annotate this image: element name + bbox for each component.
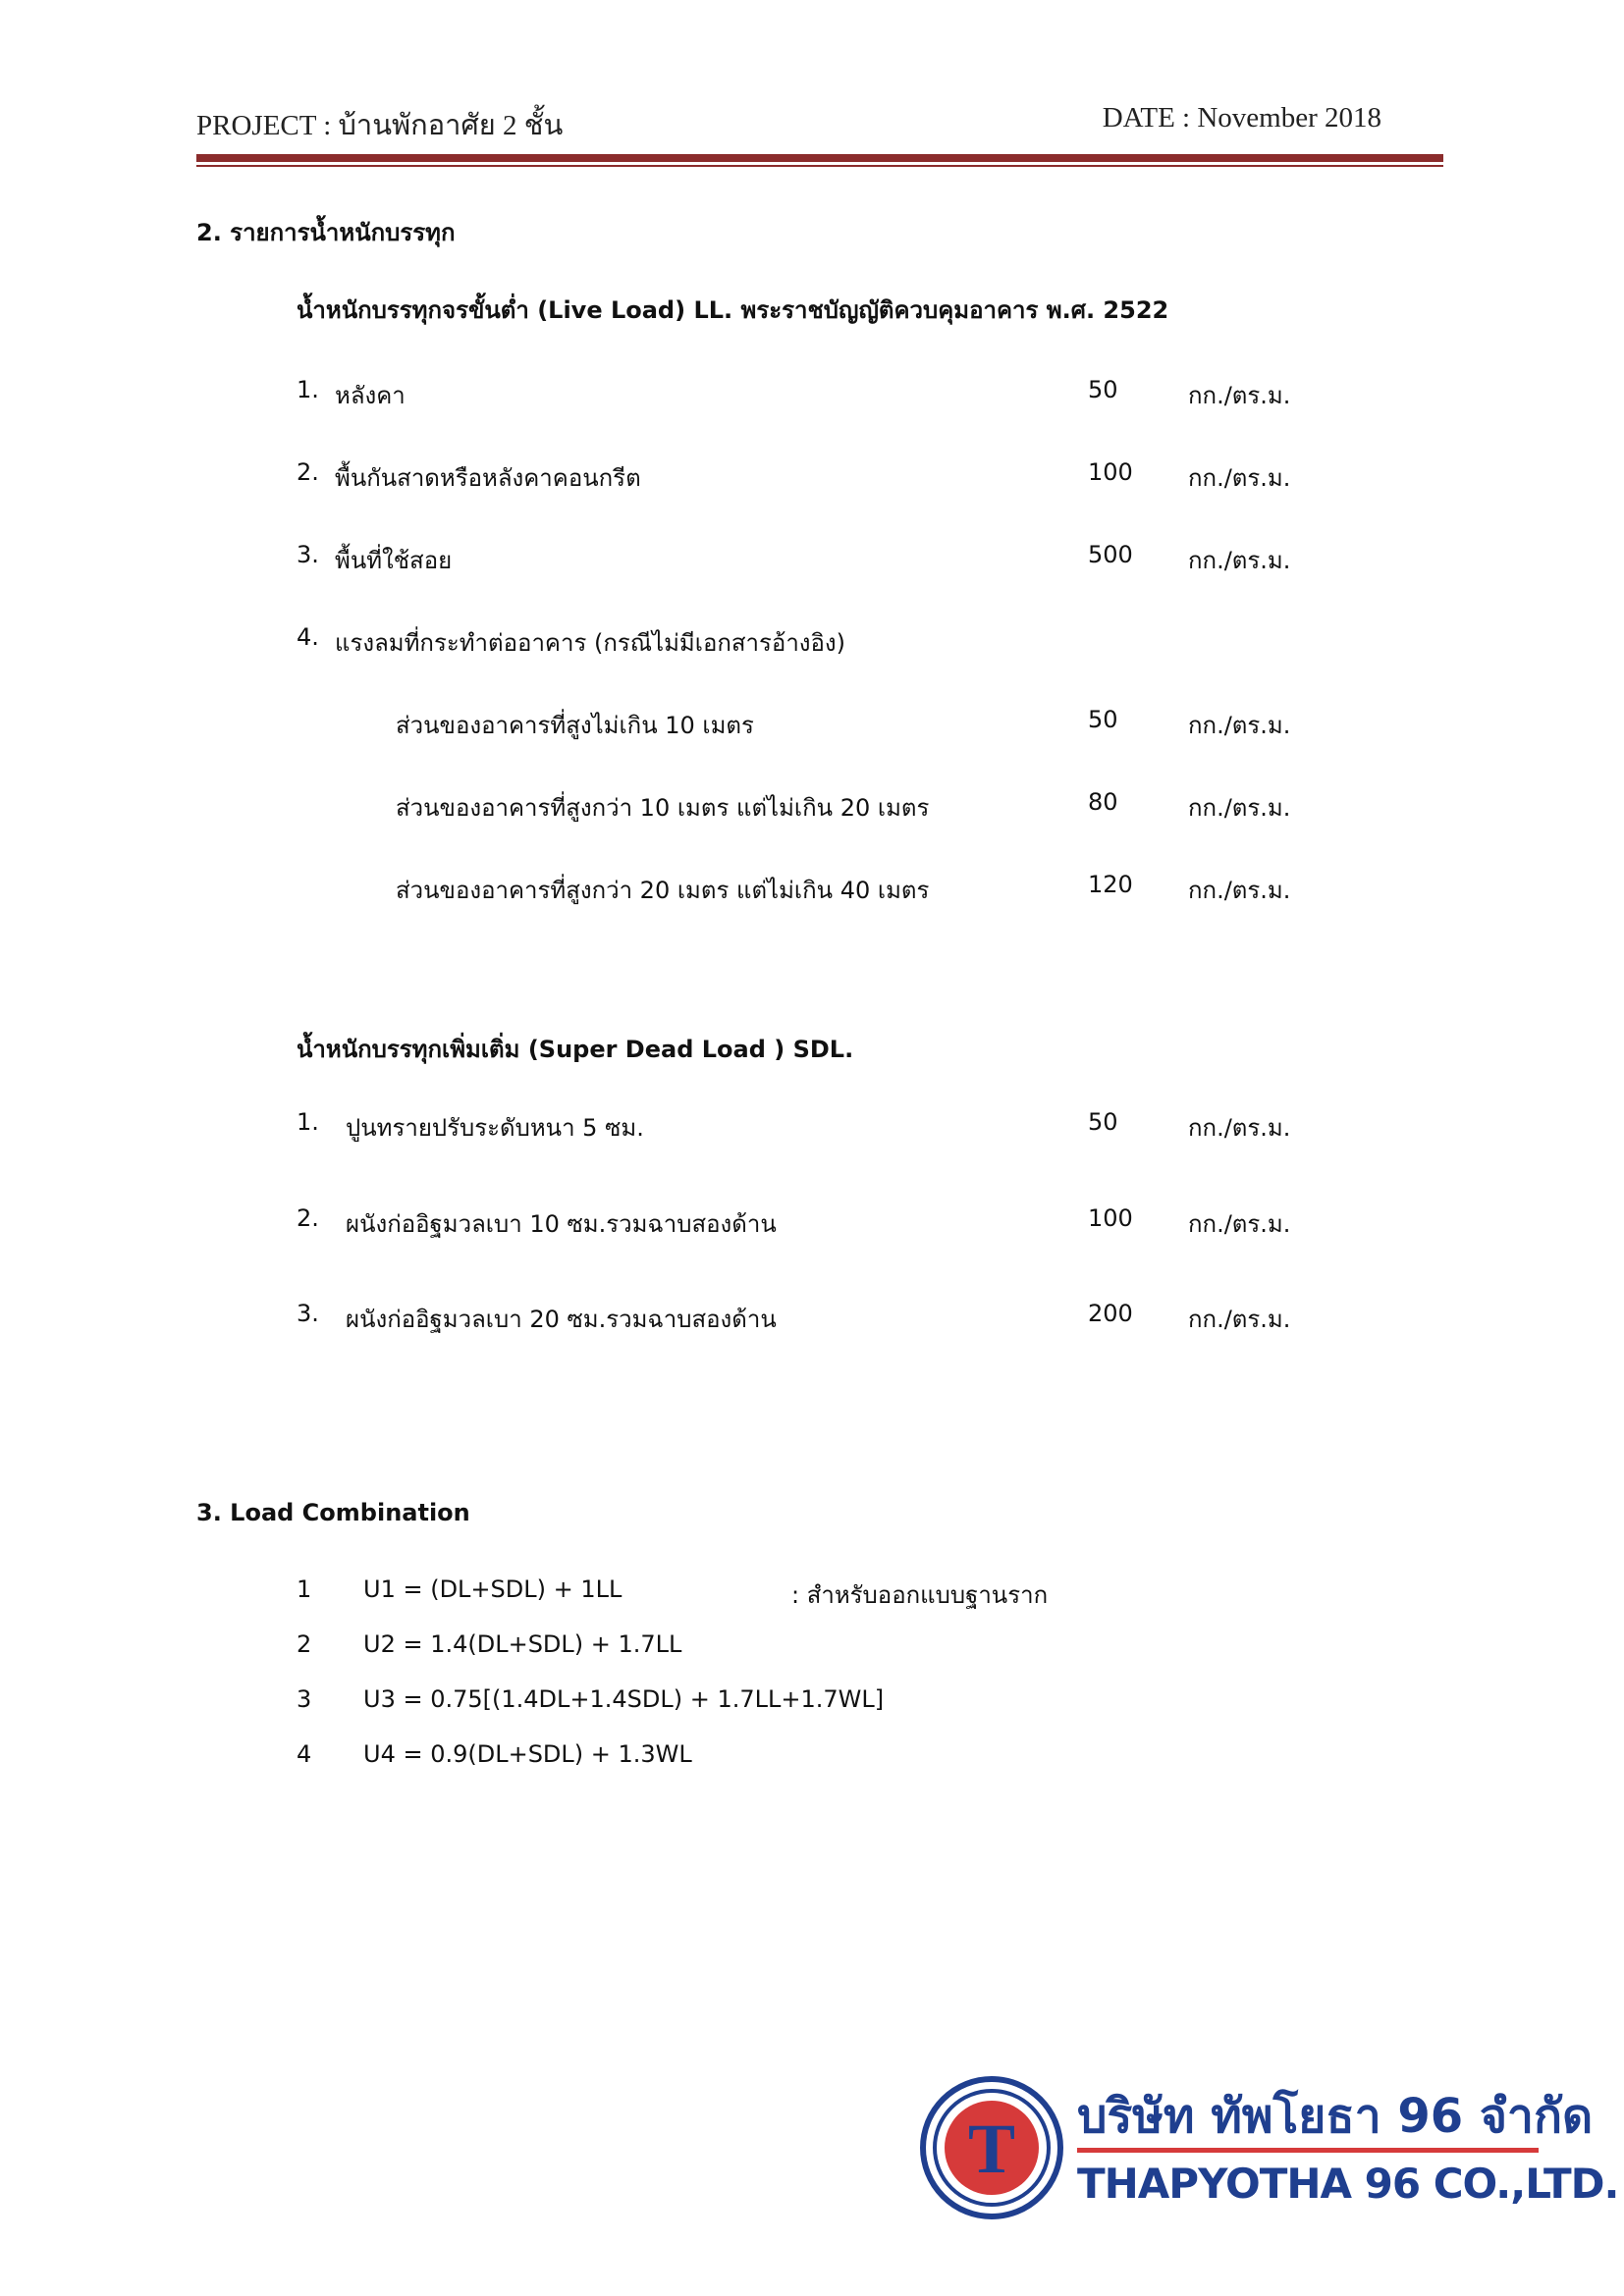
company-name-thai: บริษัท ทัพโยธา 96 จำกัด <box>1077 2089 1594 2144</box>
emblem-letter: T <box>967 2109 1016 2188</box>
combination-equation: U2 = 1.4(DL+SDL) + 1.7LL <box>363 1630 682 1658</box>
combination-item <box>0 1575 1624 1607</box>
item-number: 3. <box>297 1300 319 1327</box>
sdl-title: น้ำหนักบรรทุกเพิ่มเติ่ม (Super Dead Load ) SDL. <box>297 1036 854 1063</box>
item-description: ส่วนของอาคารที่สูงกว่า 10 เมตร แต่ไม่เกิน 20 เมตร <box>396 794 930 822</box>
live-load-item <box>0 458 1624 494</box>
date-label: DATE : November 2018 <box>1102 102 1381 133</box>
item-description: ผนังก่ออิฐมวลเบา 20 ซม.รวมฉาบสองด้าน <box>346 1306 777 1333</box>
header-rule-thick <box>196 154 1443 162</box>
wind-load-item <box>0 706 1624 741</box>
live-load-item <box>0 541 1624 576</box>
item-description: พื้นที่ใช้สอย <box>335 547 453 574</box>
item-number: 1. <box>297 376 319 403</box>
item-value: 500 <box>1088 541 1133 568</box>
item-unit: กก./ตร.ม. <box>1188 547 1291 574</box>
item-description: พื้นกันสาดหรือหลังคาคอนกรีต <box>335 464 641 492</box>
sdl-item <box>0 1300 1624 1335</box>
item-number: 1. <box>297 1108 319 1136</box>
combination-item <box>0 1685 1624 1717</box>
combination-equation: U4 = 0.9(DL+SDL) + 1.3WL <box>363 1740 692 1768</box>
combination-number: 3 <box>297 1685 312 1713</box>
item-description: ส่วนของอาคารที่สูงไม่เกิน 10 เมตร <box>396 712 754 739</box>
wind-load-item <box>0 788 1624 824</box>
sdl-item <box>0 1204 1624 1240</box>
live-load-title: น้ำหนักบรรทุกจรขั้นต่ำ (Live Load) LL. พระราชบัญญัติควบคุมอาคาร พ.ศ. 2522 <box>297 296 1169 324</box>
item-unit: กก./ตร.ม. <box>1188 1306 1291 1333</box>
wind-load-item <box>0 871 1624 906</box>
combination-number: 4 <box>297 1740 312 1768</box>
project-label: PROJECT : บ้านพักอาศัย 2 ชั้น <box>196 110 564 141</box>
item-value: 100 <box>1088 1204 1133 1232</box>
combination-note: : สำหรับออกแบบฐานราก <box>791 1581 1049 1609</box>
item-description: หลังคา <box>335 382 406 409</box>
logo-divider <box>1077 2148 1539 2153</box>
item-number: 3. <box>297 541 319 568</box>
item-unit: กก./ตร.ม. <box>1188 712 1291 739</box>
section-2-title: 2. รายการน้ำหนักบรรทุก <box>196 219 456 246</box>
item-number: 2. <box>297 458 319 486</box>
item-number: 2. <box>297 1204 319 1232</box>
combination-item <box>0 1740 1624 1772</box>
combination-number: 1 <box>297 1575 312 1603</box>
header-rule-thin <box>196 165 1443 167</box>
item-unit: กก./ตร.ม. <box>1188 464 1291 492</box>
item-unit: กก./ตร.ม. <box>1188 1210 1291 1238</box>
item-description: ส่วนของอาคารที่สูงกว่า 20 เมตร แต่ไม่เกิน 40 เมตร <box>396 877 930 904</box>
company-logo <box>918 2069 1619 2226</box>
item-number: 4. <box>297 623 319 651</box>
item-value: 120 <box>1088 871 1133 898</box>
item-unit: กก./ตร.ม. <box>1188 794 1291 822</box>
item-description: แรงลมที่กระทำต่ออาคาร (กรณีไม่มีเอกสารอ้างอิง) <box>335 629 846 657</box>
item-value: 200 <box>1088 1300 1133 1327</box>
item-unit: กก./ตร.ม. <box>1188 1114 1291 1142</box>
item-value: 50 <box>1088 376 1118 403</box>
item-unit: กก./ตร.ม. <box>1188 877 1291 904</box>
company-emblem-icon <box>918 2074 1065 2221</box>
section-3-title: 3. Load Combination <box>196 1499 470 1526</box>
item-unit: กก./ตร.ม. <box>1188 382 1291 409</box>
live-load-item <box>0 376 1624 411</box>
item-value: 100 <box>1088 458 1133 486</box>
item-value: 50 <box>1088 1108 1118 1136</box>
live-load-item <box>0 623 1624 659</box>
item-description: ผนังก่ออิฐมวลเบา 10 ซม.รวมฉาบสองด้าน <box>346 1210 777 1238</box>
combination-number: 2 <box>297 1630 312 1658</box>
item-value: 50 <box>1088 706 1118 733</box>
item-value: 80 <box>1088 788 1118 816</box>
combination-equation: U3 = 0.75[(1.4DL+1.4SDL) + 1.7LL+1.7WL] <box>363 1685 885 1713</box>
company-name-english: THAPYOTHA 96 CO.,LTD. <box>1077 2160 1619 2208</box>
combination-equation: U1 = (DL+SDL) + 1LL <box>363 1575 623 1603</box>
sdl-item <box>0 1108 1624 1144</box>
item-description: ปูนทรายปรับระดับหนา 5 ซม. <box>346 1114 644 1142</box>
combination-item <box>0 1630 1624 1662</box>
